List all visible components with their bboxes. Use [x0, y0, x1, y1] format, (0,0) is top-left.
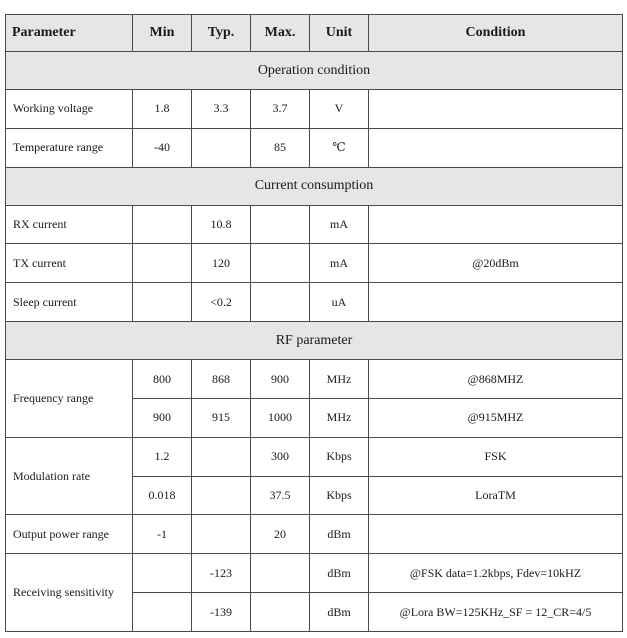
- cell-unit: uA: [310, 283, 369, 322]
- cell-max: 37.5: [251, 476, 310, 515]
- cell-condition: @Lora BW=125KHz_SF = 12_CR=4/5: [369, 593, 623, 632]
- table-row: [6, 244, 623, 283]
- section-rf: RF parameter: [6, 322, 623, 360]
- cell-max: [251, 283, 310, 322]
- cell-unit: Kbps: [310, 476, 369, 515]
- section-operation: Operation condition: [6, 52, 623, 90]
- cell-unit: dBm: [310, 593, 369, 632]
- cell-unit: MHz: [310, 360, 369, 399]
- cell-min: 900: [133, 398, 192, 437]
- cell-max: [251, 205, 310, 244]
- header-max: Max.: [251, 15, 310, 52]
- header-row: [6, 15, 623, 52]
- cell-typ: 915: [192, 398, 251, 437]
- cell-min: 1.2: [133, 437, 192, 476]
- cell-max: 3.7: [251, 90, 310, 129]
- table-row: [6, 360, 623, 399]
- cell-max: 300: [251, 437, 310, 476]
- cell-max: [251, 593, 310, 632]
- cell-min: [133, 205, 192, 244]
- param-rx-current: RX current: [6, 205, 133, 244]
- cell-typ: [192, 128, 251, 167]
- cell-max: 900: [251, 360, 310, 399]
- cell-condition: [369, 283, 623, 322]
- cell-condition: [369, 128, 623, 167]
- header-min: Min: [133, 15, 192, 52]
- header-condition: Condition: [369, 15, 623, 52]
- cell-unit: dBm: [310, 554, 369, 593]
- param-modulation-rate: Modulation rate: [6, 437, 133, 515]
- cell-min: [133, 244, 192, 283]
- param-frequency-range: Frequency range: [6, 360, 133, 438]
- cell-typ: [192, 515, 251, 554]
- cell-min: -40: [133, 128, 192, 167]
- cell-min: 1.8: [133, 90, 192, 129]
- table-row: [6, 515, 623, 554]
- header-parameter: Parameter: [6, 15, 133, 52]
- header-typ: Typ.: [192, 15, 251, 52]
- param-temperature-range: Temperature range: [6, 128, 133, 167]
- cell-min: [133, 593, 192, 632]
- table-row: [6, 437, 623, 476]
- cell-min: [133, 283, 192, 322]
- param-sleep-current: Sleep current: [6, 283, 133, 322]
- cell-typ: 10.8: [192, 205, 251, 244]
- section-row: [6, 52, 623, 90]
- cell-condition: [369, 205, 623, 244]
- cell-unit: mA: [310, 244, 369, 283]
- cell-max: [251, 244, 310, 283]
- cell-condition: [369, 515, 623, 554]
- spec-table: [5, 14, 623, 632]
- cell-typ: 3.3: [192, 90, 251, 129]
- section-current: Current consumption: [6, 167, 623, 205]
- cell-typ: [192, 437, 251, 476]
- cell-min: 0.018: [133, 476, 192, 515]
- cell-condition: FSK: [369, 437, 623, 476]
- cell-condition: @868MHZ: [369, 360, 623, 399]
- param-output-power-range: Output power range: [6, 515, 133, 554]
- cell-typ: 120: [192, 244, 251, 283]
- table-row: [6, 90, 623, 129]
- cell-max: [251, 554, 310, 593]
- param-working-voltage: Working voltage: [6, 90, 133, 129]
- cell-min: [133, 554, 192, 593]
- cell-max: 1000: [251, 398, 310, 437]
- cell-max: 20: [251, 515, 310, 554]
- table-row: [6, 205, 623, 244]
- param-tx-current: TX current: [6, 244, 133, 283]
- table-row: [6, 554, 623, 593]
- cell-min: 800: [133, 360, 192, 399]
- param-receiving-sensitivity: Receiving sensitivity: [6, 554, 133, 632]
- cell-typ: [192, 476, 251, 515]
- cell-unit: dBm: [310, 515, 369, 554]
- cell-condition: [369, 90, 623, 129]
- cell-unit: V: [310, 90, 369, 129]
- cell-condition: @915MHZ: [369, 398, 623, 437]
- section-row: [6, 322, 623, 360]
- cell-min: -1: [133, 515, 192, 554]
- header-unit: Unit: [310, 15, 369, 52]
- cell-unit: mA: [310, 205, 369, 244]
- cell-typ: -139: [192, 593, 251, 632]
- cell-typ: -123: [192, 554, 251, 593]
- cell-unit: MHz: [310, 398, 369, 437]
- section-row: [6, 167, 623, 205]
- cell-max: 85: [251, 128, 310, 167]
- table-row: [6, 128, 623, 167]
- table-row: [6, 283, 623, 322]
- cell-condition: LoraTM: [369, 476, 623, 515]
- cell-typ: <0.2: [192, 283, 251, 322]
- cell-condition: @FSK data=1.2kbps, Fdev=10kHZ: [369, 554, 623, 593]
- cell-condition: @20dBm: [369, 244, 623, 283]
- cell-typ: 868: [192, 360, 251, 399]
- cell-unit: Kbps: [310, 437, 369, 476]
- cell-unit: ℃: [310, 128, 369, 167]
